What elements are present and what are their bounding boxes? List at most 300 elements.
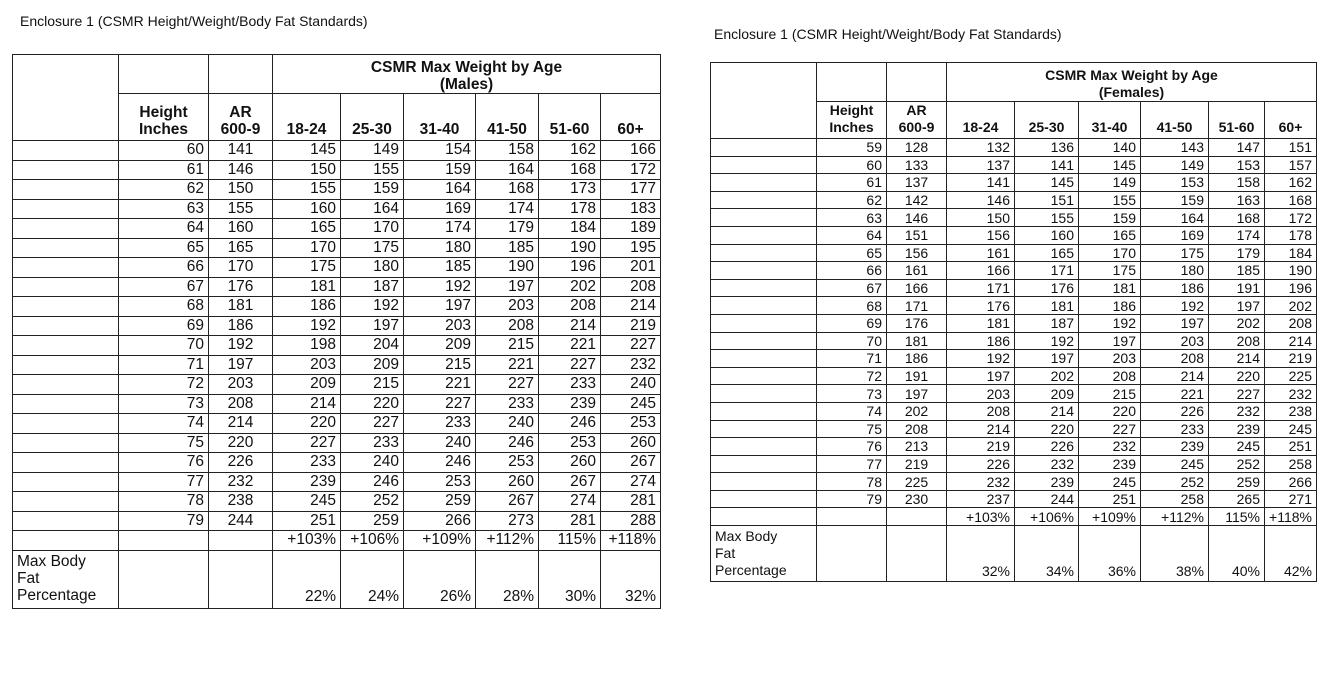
table-row <box>13 472 661 492</box>
max-weight-cell: 190 <box>539 238 601 258</box>
max-weight-cell: 266 <box>1265 473 1317 491</box>
max-weight-cell: 281 <box>601 492 661 512</box>
blank-cell <box>887 508 947 526</box>
max-weight-cell: 227 <box>404 394 476 414</box>
body-fat-label-line: Percentage <box>715 562 787 579</box>
blank-label-cell <box>711 209 817 227</box>
max-weight-cell: 219 <box>1265 350 1317 368</box>
blank-label-cell <box>13 277 119 297</box>
blank-label-cell <box>13 336 119 356</box>
blank-label-cell <box>711 297 817 315</box>
max-weight-cell: 186 <box>1141 279 1209 297</box>
blank-cell <box>209 550 273 608</box>
max-weight-cell: 192 <box>1079 314 1141 332</box>
body-fat-cell: 40% <box>1209 526 1265 582</box>
max-weight-cell: 195 <box>601 238 661 258</box>
height-cell: 64 <box>119 219 209 239</box>
body-fat-cell: 28% <box>476 550 539 608</box>
max-weight-cell: 176 <box>1015 279 1079 297</box>
table-row <box>711 350 1317 368</box>
ar-weight-cell: 170 <box>209 258 273 278</box>
body-fat-cell: 22% <box>273 550 341 608</box>
max-weight-cell: 215 <box>341 375 404 395</box>
max-weight-cell: 169 <box>404 199 476 219</box>
max-weight-cell: 227 <box>539 355 601 375</box>
max-weight-cell: 221 <box>539 336 601 356</box>
max-weight-cell: 175 <box>341 238 404 258</box>
max-weight-cell: 215 <box>404 355 476 375</box>
blank-cell <box>209 531 273 551</box>
age-column-header: 41-50 <box>476 94 539 141</box>
height-cell: 76 <box>119 453 209 473</box>
max-weight-cell: 168 <box>1265 191 1317 209</box>
max-weight-cell: 232 <box>1079 438 1141 456</box>
blank-header-cell <box>119 55 209 94</box>
max-weight-cell: 227 <box>273 433 341 453</box>
body-fat-label-line: Fat <box>715 545 736 562</box>
max-weight-cell: 215 <box>476 336 539 356</box>
table-row <box>13 180 661 200</box>
body-fat-cell: 26% <box>404 550 476 608</box>
max-weight-cell: 187 <box>1015 314 1079 332</box>
height-cell: 67 <box>817 279 887 297</box>
max-weight-cell: 209 <box>404 336 476 356</box>
males-enclosure-title: Enclosure 1 (CSMR Height/Weight/Body Fat Standards) <box>20 13 368 29</box>
max-weight-cell: 209 <box>1015 385 1079 403</box>
percent-cell: +109% <box>404 531 476 551</box>
table-row <box>711 244 1317 262</box>
max-weight-cell: 252 <box>1209 455 1265 473</box>
max-weight-cell: 155 <box>273 180 341 200</box>
table-row <box>711 367 1317 385</box>
table-row <box>13 511 661 531</box>
height-header-line: Height <box>829 102 874 118</box>
max-weight-cell: 253 <box>476 453 539 473</box>
max-weight-cell: 260 <box>539 453 601 473</box>
max-weight-cell: 204 <box>341 336 404 356</box>
max-weight-cell: 145 <box>1079 156 1141 174</box>
max-weight-cell: 233 <box>273 453 341 473</box>
max-weight-cell: 159 <box>1141 191 1209 209</box>
max-weight-cell: 175 <box>273 258 341 278</box>
max-weight-cell: 260 <box>476 472 539 492</box>
ar-weight-cell: 176 <box>887 314 947 332</box>
ar-weight-cell: 160 <box>209 219 273 239</box>
table-row <box>13 394 661 414</box>
blank-label-header <box>711 63 817 139</box>
max-weight-cell: 239 <box>539 394 601 414</box>
header-group-row <box>13 55 661 94</box>
blank-label-cell <box>711 420 817 438</box>
blank-label-cell <box>711 279 817 297</box>
max-weight-cell: 137 <box>947 156 1015 174</box>
max-weight-cell: 258 <box>1141 490 1209 508</box>
max-weight-cell: 165 <box>273 219 341 239</box>
max-weight-cell: 164 <box>404 180 476 200</box>
max-weight-cell: 239 <box>1209 420 1265 438</box>
max-weight-cell: 157 <box>1265 156 1317 174</box>
max-weight-cell: 192 <box>1141 297 1209 315</box>
age-column-header: 60+ <box>601 94 661 141</box>
blank-label-cell <box>711 402 817 420</box>
max-weight-cell: 271 <box>1265 490 1317 508</box>
table-row <box>711 385 1317 403</box>
max-weight-cell: 192 <box>1015 332 1079 350</box>
max-weight-cell: 258 <box>1265 455 1317 473</box>
max-weight-cell: 153 <box>1141 174 1209 192</box>
max-weight-cell: 174 <box>1209 226 1265 244</box>
age-column-header: 25-30 <box>341 94 404 141</box>
body-fat-cell: 24% <box>341 550 404 608</box>
ar-weight-cell: 232 <box>209 472 273 492</box>
height-cell: 78 <box>119 492 209 512</box>
blank-cell <box>119 550 209 608</box>
height-cell: 64 <box>817 226 887 244</box>
max-weight-cell: 203 <box>1141 332 1209 350</box>
max-weight-cell: 274 <box>539 492 601 512</box>
females-weight-table <box>710 62 1317 582</box>
max-weight-cell: 173 <box>539 180 601 200</box>
max-weight-cell: 166 <box>947 262 1015 280</box>
age-column-header: 51-60 <box>1209 102 1265 139</box>
max-weight-cell: 209 <box>273 375 341 395</box>
max-weight-cell: 172 <box>601 160 661 180</box>
ar-weight-cell: 146 <box>887 209 947 227</box>
ar-weight-cell: 197 <box>887 385 947 403</box>
height-cell: 69 <box>817 314 887 332</box>
ar-header <box>887 102 947 139</box>
blank-label-cell <box>711 350 817 368</box>
height-cell: 73 <box>817 385 887 403</box>
height-cell: 78 <box>817 473 887 491</box>
table-row <box>13 297 661 317</box>
max-weight-cell: 189 <box>601 219 661 239</box>
age-column-header: 41-50 <box>1141 102 1209 139</box>
max-weight-cell: 203 <box>947 385 1015 403</box>
max-weight-cell: 158 <box>476 141 539 161</box>
max-weight-cell: 288 <box>601 511 661 531</box>
max-weight-cell: 165 <box>1079 226 1141 244</box>
height-cell: 68 <box>817 297 887 315</box>
max-weight-cell: 180 <box>1141 262 1209 280</box>
blank-label-cell <box>711 139 817 157</box>
blank-label-cell <box>711 473 817 491</box>
max-weight-cell: 281 <box>539 511 601 531</box>
body-fat-label <box>13 550 119 608</box>
max-weight-cell: 227 <box>1079 420 1141 438</box>
ar-weight-cell: 225 <box>887 473 947 491</box>
height-cell: 66 <box>119 258 209 278</box>
max-weight-cell: 265 <box>1209 490 1265 508</box>
blank-label-cell <box>13 394 119 414</box>
max-weight-cell: 251 <box>1265 438 1317 456</box>
max-weight-cell: 156 <box>947 226 1015 244</box>
max-weight-cell: 203 <box>273 355 341 375</box>
height-cell: 62 <box>119 180 209 200</box>
max-weight-cell: 145 <box>273 141 341 161</box>
max-weight-cell: 208 <box>1209 332 1265 350</box>
max-weight-cell: 238 <box>1265 402 1317 420</box>
max-weight-cell: 197 <box>1079 332 1141 350</box>
males-weight-table <box>12 54 661 609</box>
blank-label-cell <box>711 244 817 262</box>
blank-label-cell <box>13 219 119 239</box>
body-fat-label-line: Fat <box>17 569 40 587</box>
max-weight-cell: 240 <box>341 453 404 473</box>
max-weight-cell: 208 <box>539 297 601 317</box>
table-row <box>13 336 661 356</box>
max-weight-cell: 202 <box>1209 314 1265 332</box>
blank-label-cell <box>13 531 119 551</box>
percent-cell: +112% <box>1141 508 1209 526</box>
max-weight-cell: 245 <box>601 394 661 414</box>
max-weight-cell: 253 <box>404 472 476 492</box>
max-weight-cell: 215 <box>1079 385 1141 403</box>
max-weight-cell: 214 <box>1265 332 1317 350</box>
table-row <box>13 238 661 258</box>
table-row <box>711 420 1317 438</box>
ar-weight-cell: 203 <box>209 375 273 395</box>
blank-label-cell <box>711 174 817 192</box>
ar-weight-cell: 214 <box>209 414 273 434</box>
height-cell: 72 <box>817 367 887 385</box>
max-weight-cell: 132 <box>947 139 1015 157</box>
blank-label-cell <box>711 156 817 174</box>
ar-weight-cell: 151 <box>887 226 947 244</box>
table-row <box>13 258 661 278</box>
height-cell: 60 <box>817 156 887 174</box>
max-weight-cell: 181 <box>1079 279 1141 297</box>
max-weight-cell: 214 <box>601 297 661 317</box>
max-weight-cell: 149 <box>1141 156 1209 174</box>
percent-cell: +103% <box>947 508 1015 526</box>
ar-weight-cell: 137 <box>887 174 947 192</box>
height-cell: 77 <box>817 455 887 473</box>
ar-weight-cell: 161 <box>887 262 947 280</box>
max-weight-cell: 181 <box>947 314 1015 332</box>
blank-label-cell <box>13 433 119 453</box>
blank-label-cell <box>13 472 119 492</box>
max-weight-cell: 168 <box>1209 209 1265 227</box>
table-row <box>13 219 661 239</box>
blank-cell <box>887 526 947 582</box>
max-weight-cell: 185 <box>404 258 476 278</box>
body-fat-cell: 34% <box>1015 526 1079 582</box>
max-weight-cell: 170 <box>341 219 404 239</box>
height-cell: 75 <box>817 420 887 438</box>
max-weight-cell: 245 <box>1209 438 1265 456</box>
max-weight-cell: 233 <box>1141 420 1209 438</box>
max-weight-cell: 149 <box>341 141 404 161</box>
percent-row <box>13 531 661 551</box>
table-row <box>711 279 1317 297</box>
max-weight-cell: 153 <box>1209 156 1265 174</box>
max-weight-cell: 186 <box>273 297 341 317</box>
max-weight-cell: 163 <box>1209 191 1265 209</box>
max-weight-cell: 185 <box>476 238 539 258</box>
group-title: CSMR Max Weight by Age <box>1045 66 1218 83</box>
table-row <box>711 402 1317 420</box>
max-weight-cell: 185 <box>1209 262 1265 280</box>
max-weight-cell: 192 <box>341 297 404 317</box>
max-weight-cell: 197 <box>476 277 539 297</box>
table-row <box>13 355 661 375</box>
max-weight-cell: 246 <box>341 472 404 492</box>
age-column-header: 31-40 <box>1079 102 1141 139</box>
max-weight-cell: 208 <box>1141 350 1209 368</box>
table-row <box>711 174 1317 192</box>
table-row <box>711 139 1317 157</box>
blank-cell <box>817 508 887 526</box>
ar-weight-cell: 141 <box>209 141 273 161</box>
max-weight-cell: 177 <box>601 180 661 200</box>
max-weight-cell: 192 <box>404 277 476 297</box>
table-row <box>711 490 1317 508</box>
height-cell: 61 <box>817 174 887 192</box>
height-cell: 66 <box>817 262 887 280</box>
max-weight-cell: 190 <box>1265 262 1317 280</box>
max-weight-cell: 159 <box>341 180 404 200</box>
max-weight-cell: 179 <box>1209 244 1265 262</box>
height-cell: 63 <box>817 209 887 227</box>
max-weight-cell: 170 <box>273 238 341 258</box>
ar-weight-cell: 128 <box>887 139 947 157</box>
max-weight-cell: 253 <box>601 414 661 434</box>
max-weight-cell: 221 <box>404 375 476 395</box>
table-row <box>711 209 1317 227</box>
max-weight-cell: 141 <box>1015 156 1079 174</box>
max-weight-cell: 226 <box>1141 402 1209 420</box>
max-weight-cell: 246 <box>539 414 601 434</box>
body-fat-row <box>13 550 661 608</box>
max-weight-cell: 232 <box>947 473 1015 491</box>
table-row <box>711 473 1317 491</box>
height-cell: 68 <box>119 297 209 317</box>
blank-cell <box>817 526 887 582</box>
ar-weight-cell: 155 <box>209 199 273 219</box>
max-weight-cell: 232 <box>1265 385 1317 403</box>
max-weight-cell: 168 <box>476 180 539 200</box>
max-weight-cell: 232 <box>1209 402 1265 420</box>
max-weight-cell: 227 <box>341 414 404 434</box>
table-row <box>13 375 661 395</box>
max-weight-cell: 239 <box>273 472 341 492</box>
max-weight-cell: 174 <box>404 219 476 239</box>
max-weight-cell: 202 <box>539 277 601 297</box>
height-cell: 73 <box>119 394 209 414</box>
max-weight-cell: 259 <box>341 511 404 531</box>
blank-label-cell <box>711 367 817 385</box>
ar-weight-cell: 191 <box>887 367 947 385</box>
max-weight-cell: 160 <box>1015 226 1079 244</box>
max-weight-cell: 197 <box>341 316 404 336</box>
max-weight-cell: 197 <box>1141 314 1209 332</box>
max-weight-cell: 226 <box>947 455 1015 473</box>
height-cell: 60 <box>119 141 209 161</box>
blank-label-header <box>13 55 119 141</box>
blank-label-cell <box>13 316 119 336</box>
height-cell: 69 <box>119 316 209 336</box>
max-weight-cell: 237 <box>947 490 1015 508</box>
table-row <box>711 191 1317 209</box>
height-header <box>119 94 209 141</box>
max-weight-cell: 145 <box>1015 174 1079 192</box>
max-weight-cell: 174 <box>476 199 539 219</box>
group-header <box>947 63 1317 102</box>
max-weight-cell: 220 <box>273 414 341 434</box>
ar-weight-cell: 202 <box>887 402 947 420</box>
max-weight-cell: 259 <box>404 492 476 512</box>
ar-weight-cell: 244 <box>209 511 273 531</box>
max-weight-cell: 151 <box>1015 191 1079 209</box>
height-cell: 65 <box>817 244 887 262</box>
height-cell: 71 <box>119 355 209 375</box>
max-weight-cell: 221 <box>476 355 539 375</box>
max-weight-cell: 221 <box>1141 385 1209 403</box>
blank-label-cell <box>13 375 119 395</box>
height-cell: 76 <box>817 438 887 456</box>
max-weight-cell: 155 <box>341 160 404 180</box>
max-weight-cell: 259 <box>1209 473 1265 491</box>
max-weight-cell: 190 <box>476 258 539 278</box>
ar-header-line: AR <box>906 102 927 118</box>
max-weight-cell: 240 <box>601 375 661 395</box>
percent-cell: +112% <box>476 531 539 551</box>
max-weight-cell: 136 <box>1015 139 1079 157</box>
height-header-line: Height <box>139 104 188 121</box>
height-cell: 61 <box>119 160 209 180</box>
max-weight-cell: 267 <box>601 453 661 473</box>
max-weight-cell: 219 <box>601 316 661 336</box>
group-header <box>273 55 661 94</box>
max-weight-cell: 155 <box>1015 209 1079 227</box>
females-enclosure-title: Enclosure 1 (CSMR Height/Weight/Body Fat Standards) <box>714 26 1062 42</box>
max-weight-cell: 197 <box>404 297 476 317</box>
blank-label-cell <box>13 238 119 258</box>
height-cell: 72 <box>119 375 209 395</box>
max-weight-cell: 225 <box>1265 367 1317 385</box>
max-weight-cell: 214 <box>1015 402 1079 420</box>
max-weight-cell: 183 <box>601 199 661 219</box>
age-column-header: 18-24 <box>947 102 1015 139</box>
max-weight-cell: 260 <box>601 433 661 453</box>
blank-label-cell <box>711 508 817 526</box>
max-weight-cell: 227 <box>1209 385 1265 403</box>
max-weight-cell: 266 <box>404 511 476 531</box>
max-weight-cell: 202 <box>1015 367 1079 385</box>
ar-weight-cell: 156 <box>887 244 947 262</box>
max-weight-cell: 214 <box>947 420 1015 438</box>
body-fat-cell: 30% <box>539 550 601 608</box>
body-fat-cell: 42% <box>1265 526 1317 582</box>
percent-cell: +118% <box>1265 508 1317 526</box>
ar-weight-cell: 142 <box>887 191 947 209</box>
max-weight-cell: 233 <box>404 414 476 434</box>
max-weight-cell: 201 <box>601 258 661 278</box>
blank-label-cell <box>13 414 119 434</box>
blank-label-cell <box>13 199 119 219</box>
blank-label-cell <box>711 262 817 280</box>
max-weight-cell: 197 <box>1015 350 1079 368</box>
blank-label-cell <box>13 355 119 375</box>
max-weight-cell: 220 <box>341 394 404 414</box>
max-weight-cell: 202 <box>1265 297 1317 315</box>
percent-cell: 115% <box>1209 508 1265 526</box>
max-weight-cell: 180 <box>341 258 404 278</box>
ar-weight-cell: 171 <box>887 297 947 315</box>
max-weight-cell: 220 <box>1079 402 1141 420</box>
blank-label-cell <box>13 492 119 512</box>
